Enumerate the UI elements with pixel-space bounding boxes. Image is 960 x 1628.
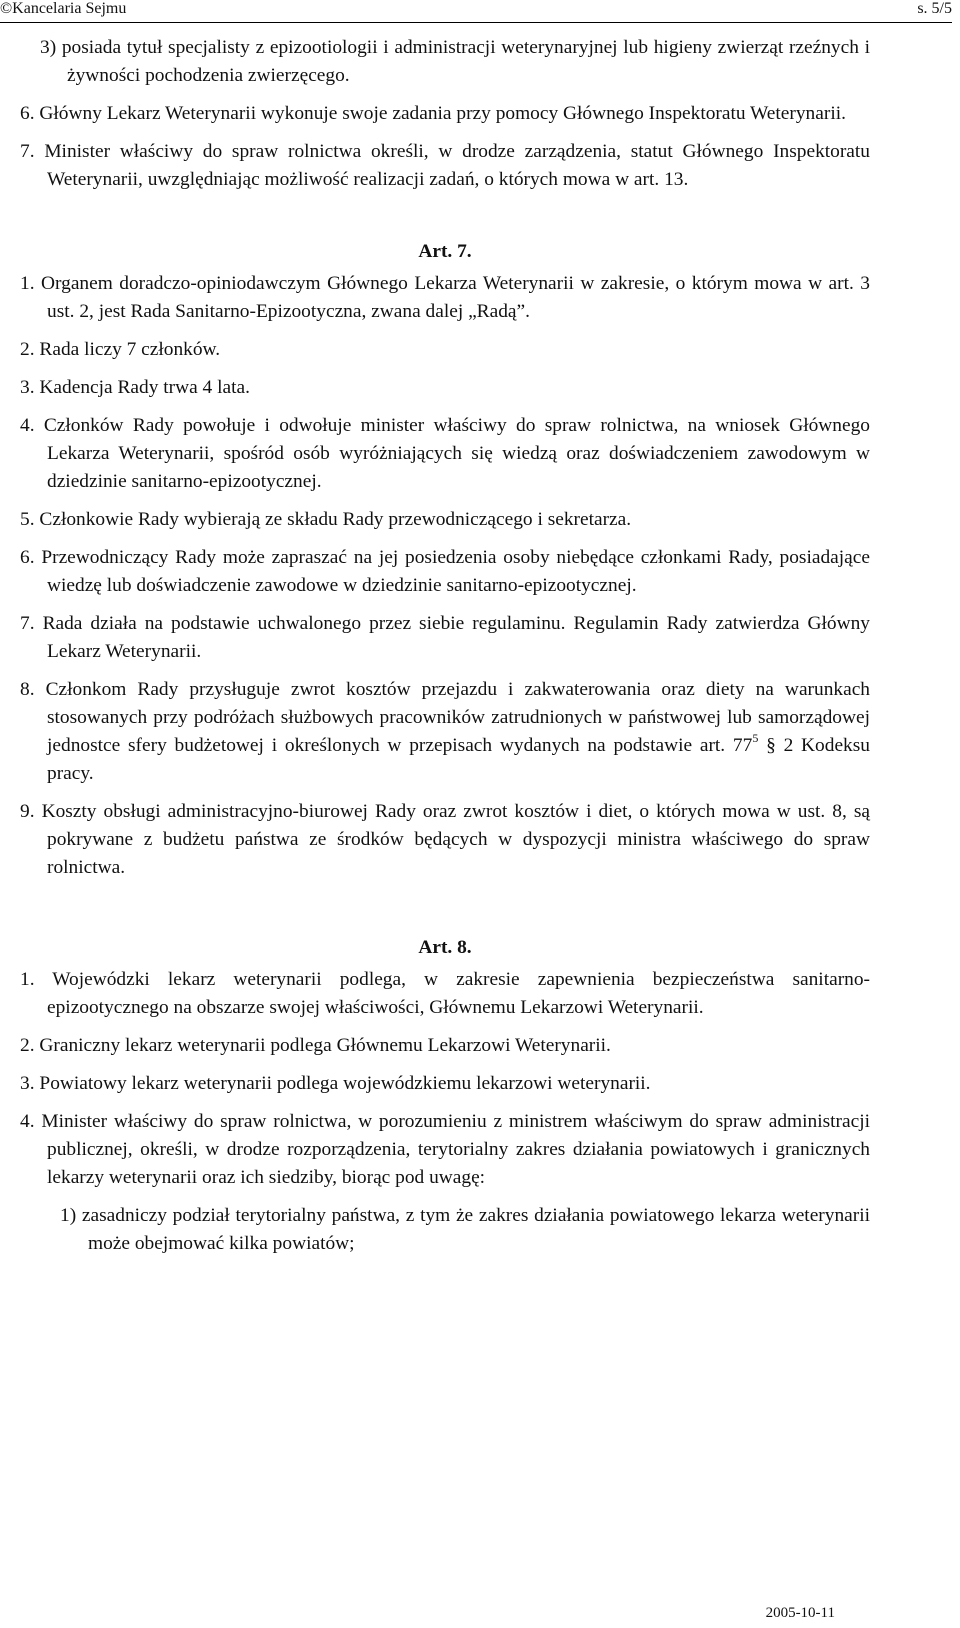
paragraph-number: 2. <box>20 339 35 360</box>
footer-date: 2005-10-11 <box>765 1605 835 1621</box>
paragraph-number: 4. <box>20 415 35 436</box>
paragraph-text: Powiatowy lekarz weterynarii podlega wojewódzkiemu lekarzowi weterynarii. <box>39 1073 651 1094</box>
art7-paragraph-7 <box>20 610 870 666</box>
art7-paragraph-2 <box>20 336 870 364</box>
paragraph-text: Rada działa na podstawie uchwalonego przez siebie regulaminu. Regulamin Rady zatwierdza Główny Lekarz Weterynarii. <box>42 613 870 662</box>
paragraph-text: Główny Lekarz Weterynarii wykonuje swoje zadania przy pomocy Głównego Inspektoratu Weterynarii. <box>39 103 846 124</box>
document-body <box>20 34 870 1258</box>
header-copyright: ©Kancelaria Sejmu <box>0 0 127 17</box>
superscript: 5 <box>752 731 759 745</box>
article-7-heading: Art. 7. <box>418 241 472 262</box>
paragraph-number: 7. <box>20 613 35 634</box>
paragraph-number: 2. <box>20 1035 35 1056</box>
art8-paragraph-1 <box>20 966 870 1022</box>
paragraph-number: 3. <box>20 1073 35 1094</box>
page-header <box>0 0 952 23</box>
paragraph-number: 4. <box>20 1111 35 1132</box>
art8-item-1 <box>60 1202 870 1258</box>
paragraph-text-end: § 2 Kodeksu pracy. <box>47 735 870 784</box>
art7-paragraph-9 <box>20 798 870 882</box>
item-text: zasadniczy podział terytorialny państwa, z tym że zakres działania powiatowego lekarza weterynarii może obejmować kilka powiatów; <box>81 1205 870 1254</box>
art7-paragraph-5 <box>20 506 870 534</box>
paragraph-text: Minister właściwy do spraw rolnictwa, w porozumieniu z ministrem właściwym do spraw administracji publicznej, określi, w drodze rozporządzenia, terytorialny zakres działania powiatowych i granicznych lekarzy weterynarii oraz ich siedziby, biorąc pod uwagę: <box>41 1111 870 1188</box>
paragraph-text: Członkom Rady przysługuje zwrot kosztów przejazdu i zakwaterowania oraz diety na warunkach stosowanych przy podróżach służbowych pracowników zatrudnionych w państwowej lub samorządowej jednostce sfery budżetowej i określonych w przepisach wydanych na podstawie art. 77 <box>45 679 870 756</box>
paragraph-number: 3. <box>20 377 35 398</box>
art6-paragraph-6 <box>20 100 870 128</box>
paragraph-number: 6. <box>20 547 35 568</box>
art7-paragraph-8 <box>20 676 870 788</box>
paragraph-text: Koszty obsługi administracyjno-biurowej Rady oraz zwrot kosztów i diet, o których mowa w ust. 8, są pokrywane z budżetu państwa ze środków będących w dyspozycji ministra właściwego do spraw rolnictwa. <box>41 801 870 878</box>
art7-paragraph-1 <box>20 270 870 326</box>
paragraph-text: Graniczny lekarz weterynarii podlega Głównemu Lekarzowi Weterynarii. <box>39 1035 611 1056</box>
paragraph-text: Wojewódzki lekarz weterynarii podlega, w zakresie zapewnienia bezpieczeństwa sanitarno-epizootycznego na obszarze swojej właściwości, Głównemu Lekarzowi Weterynarii. <box>47 969 870 1018</box>
paragraph-number: 6. <box>20 103 35 124</box>
art7-paragraph-4 <box>20 412 870 496</box>
paragraph-text: Rada liczy 7 członków. <box>39 339 221 360</box>
art7-paragraph-3 <box>20 374 870 402</box>
paragraph-text: Członkowie Rady wybierają ze składu Rady przewodniczącego i sekretarza. <box>39 509 632 530</box>
header-page-number: s. 5/5 <box>917 0 952 17</box>
paragraph-text: Kadencja Rady trwa 4 lata. <box>39 377 250 398</box>
paragraph-text: Członków Rady powołuje i odwołuje minister właściwy do spraw rolnictwa, na wniosek Głównego Lekarza Weterynarii, spośród osób wyróżniających się wiedzą oraz doświadczeniem zawodowym w dziedzinie sanitarno-epizootycznej. <box>43 415 870 492</box>
paragraph-text: Minister właściwy do spraw rolnictwa określi, w drodze zarządzenia, statut Głównego Inspektoratu Weterynarii, uwzględniając możliwość realizacji zadań, o których mowa w art. 13. <box>44 141 870 190</box>
item-number: 3) <box>40 37 57 58</box>
paragraph-number: 1. <box>20 969 35 990</box>
item-text: posiada tytuł specjalisty z epizootiologii i administracji weterynaryjnej lub higieny zwierząt rzeźnych i żywności pochodzenia zwierzęcego. <box>61 37 870 86</box>
paragraph-number: 1. <box>20 273 35 294</box>
item-number: 1) <box>60 1205 77 1226</box>
art7-paragraph-6 <box>20 544 870 600</box>
paragraph-text: Przewodniczący Rady może zapraszać na jej posiedzenia osoby niebędące członkami Rady, posiadające wiedzę lub doświadczenie zawodowe w dziedzinie sanitarno-epizootycznej. <box>41 547 870 596</box>
paragraph-text: Organem doradczo-opiniodawczym Głównego Lekarza Weterynarii w zakresie, o którym mowa w art. 3 ust. 2, jest Rada Sanitarno-Epizootyczna, zwana dalej „Radą”. <box>41 273 870 322</box>
paragraph-number: 9. <box>20 801 35 822</box>
art6-item-3 <box>40 34 870 90</box>
article-8-heading: Art. 8. <box>418 937 472 958</box>
paragraph-number: 5. <box>20 509 35 530</box>
art8-paragraph-3 <box>20 1070 870 1098</box>
art8-paragraph-4 <box>20 1108 870 1192</box>
paragraph-number: 8. <box>20 679 35 700</box>
art6-paragraph-7 <box>20 138 870 194</box>
art8-paragraph-2 <box>20 1032 870 1060</box>
paragraph-number: 7. <box>20 141 35 162</box>
